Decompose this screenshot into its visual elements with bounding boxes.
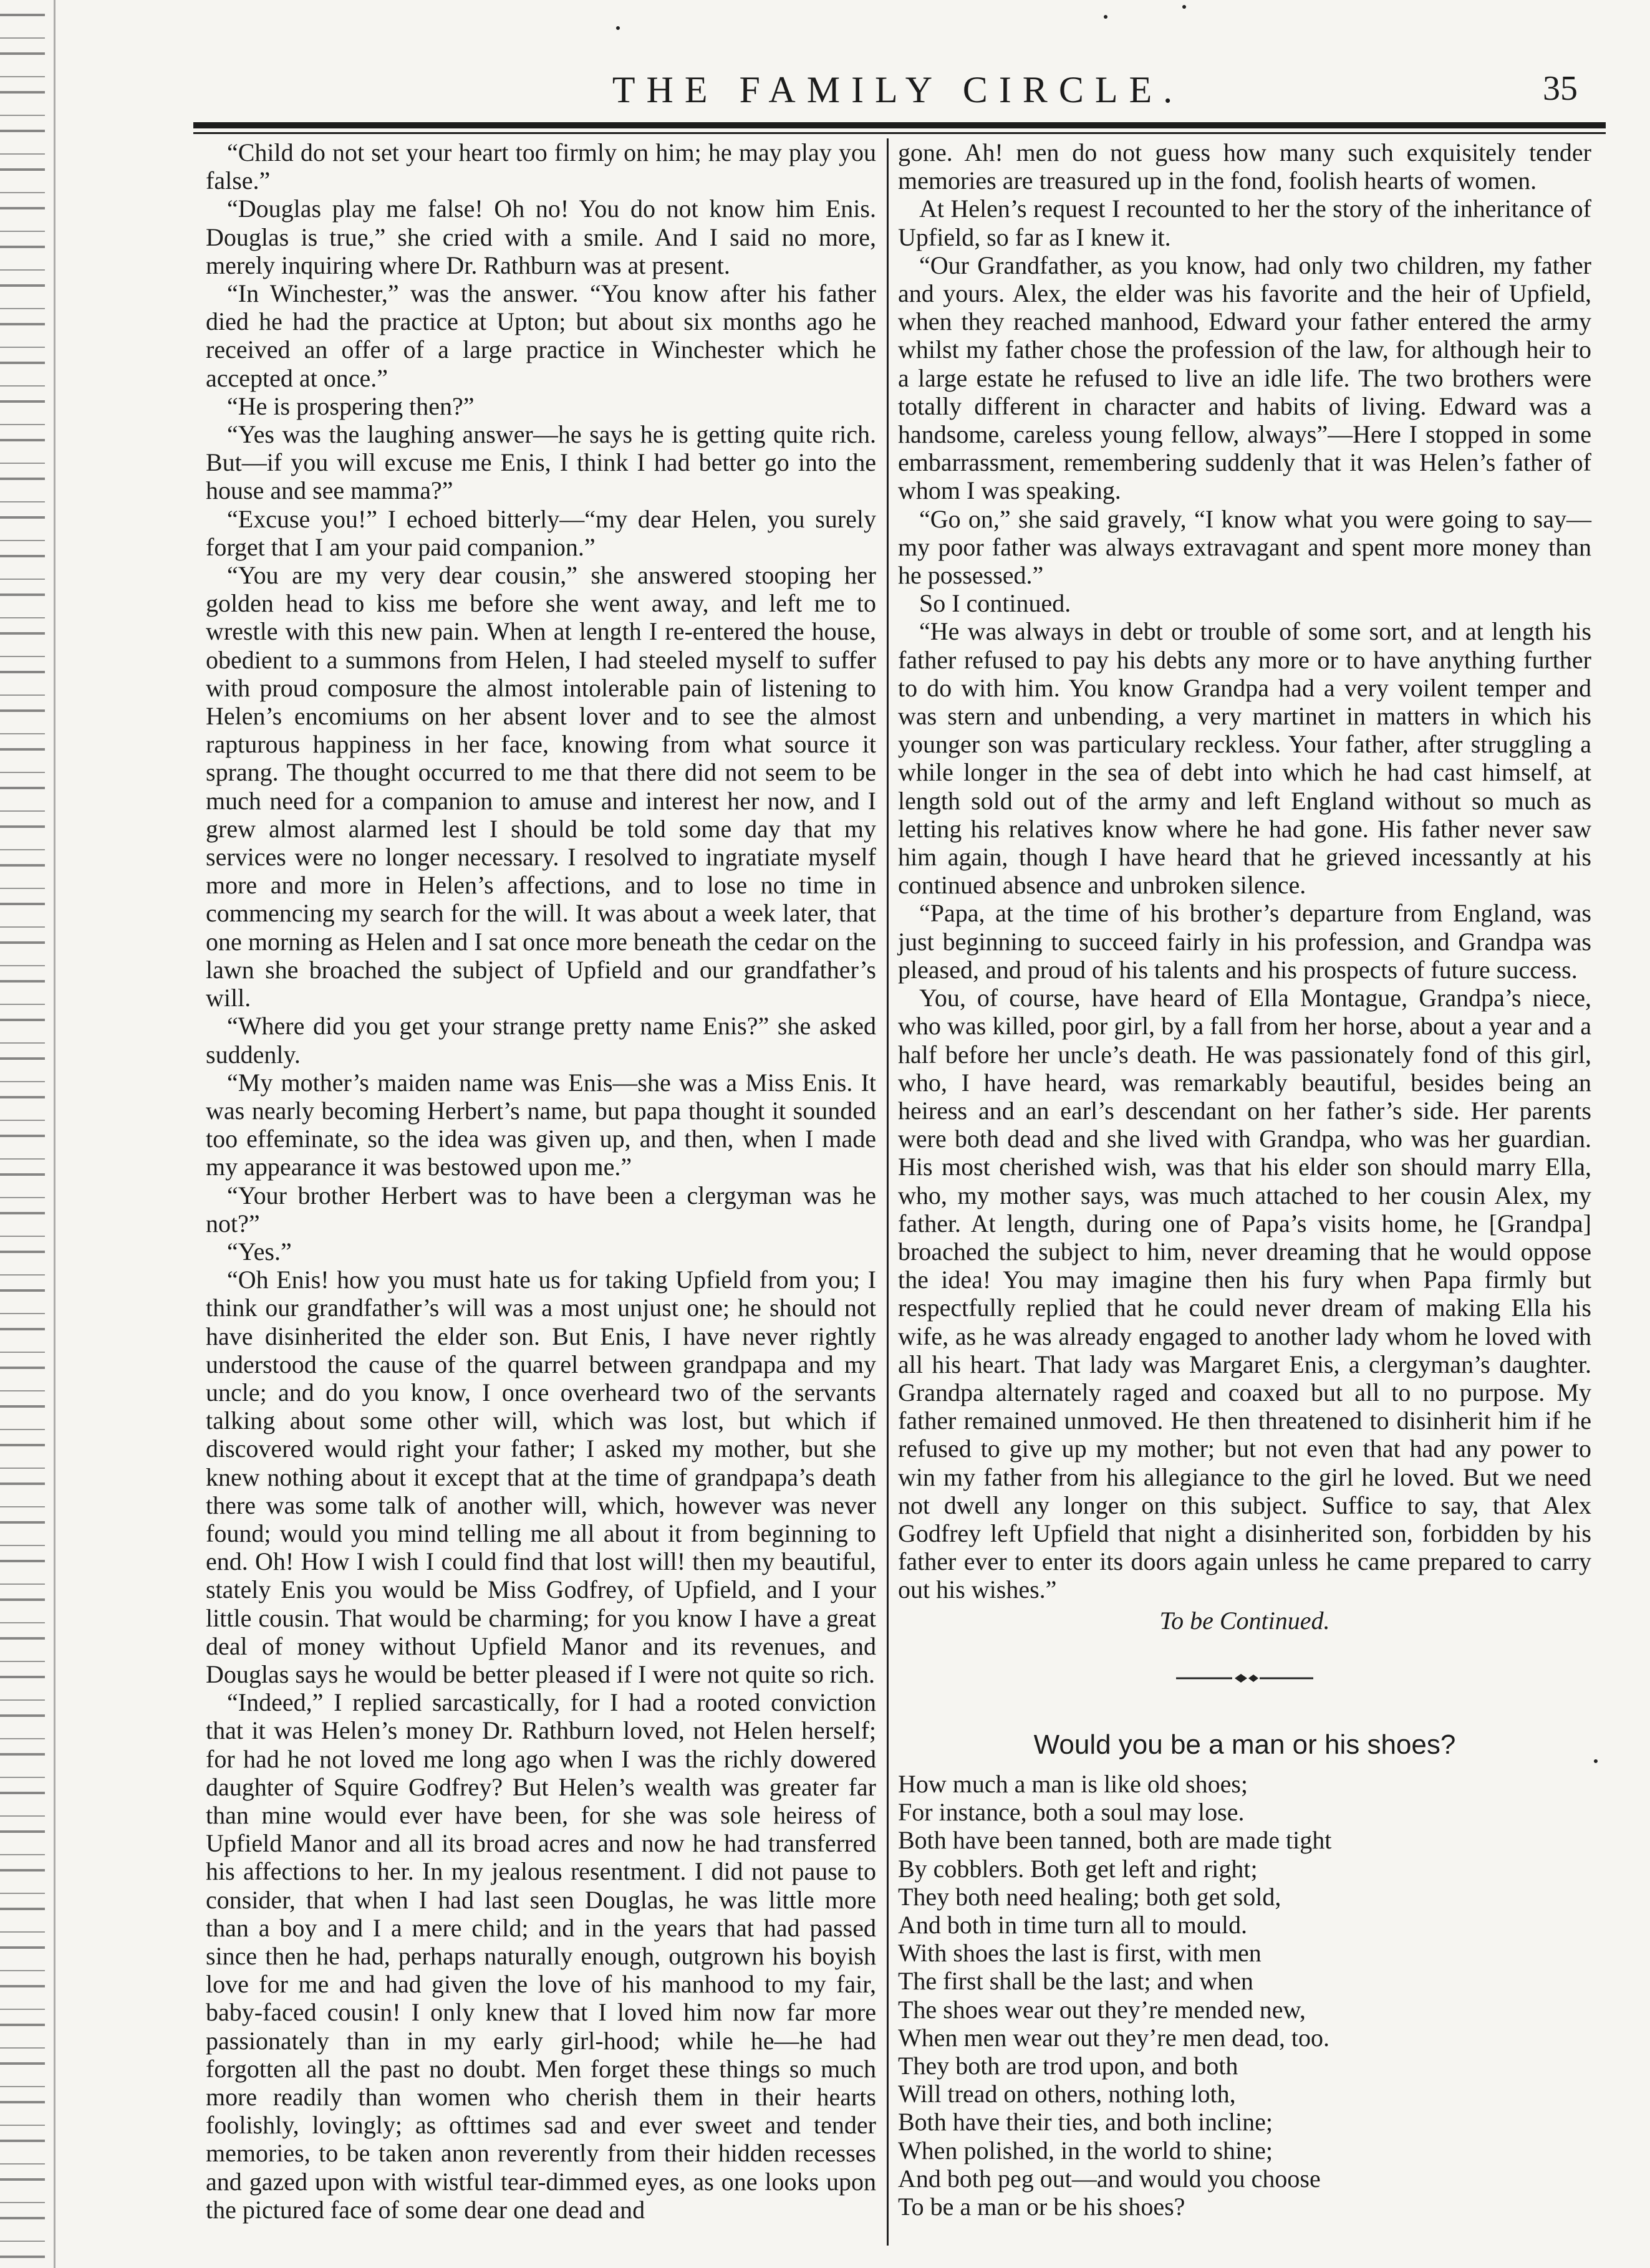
binding-line [54,0,55,2268]
right-column [898,138,1591,2221]
poem-line: By cobblers. Both get left and right; [898,1854,1258,1883]
binding-edge [0,0,45,2268]
poem-line: The first shall be the last; and when [898,1967,1253,1996]
paragraph: “Child do not set your heart too firmly on him; he may play you false.” [206,138,876,195]
poem-line: With shoes the last is first, with men [898,1939,1262,1968]
divider-ornament-icon [1170,1671,1320,1686]
poem-line: Both have been tanned, both are made tight [898,1826,1332,1855]
paragraph: gone. Ah! men do not guess how many such exquisitely tender memories are treasured up in the fond, foolish hearts of women. [898,138,1591,195]
paragraph: “Indeed,” I replied sarcastically, for I had a rooted conviction that it was Helen’s money Dr. Rathburn loved, not Helen herself; for had he not loved me long ago when I was the richly dowered daughter of Squire Godfrey? But Helen’s wealth was greater far than mine would ever have been, for she was sole heiress of Upfield Manor and all its broad acres and now he had transferred his affections to her. In my jealous resentment. I did not pause to consider, that when I had last seen Douglas, he was little more than a boy and I a mere child; and in the years that had passed since then he had, perhaps naturally enough, outgrown his boyish love for me and had given the love of his manhood to my fair, baby-faced cousin! I only knew that I loved him now far more passionately than in my early girl-hood; while he—he had forgotten all the past no doubt. Men forget these things so much more readily than women who cherish them in their hearts foolishly, lovingly; as ofttimes sad and ever sweet and tender memories, to be taken anon reverently from their hidden recesses and gazed upon with wistful tear-dimmed eyes, as one looks upon the pictured face of some dear one dead and [206,1688,876,2224]
poem-title: Would you be a man or his shoes? [1033,1729,1456,1760]
paragraph: “He was always in debt or trouble of some sort, and at length his father refused to pay his debts any more or to have anything further to do with him. You know Grandpa had a very voilent temper and was stern and unbending, a very martinet in matters in which his younger son was particulary reckless. Your father, after struggling a while longer in the sea of debt into which he had cast himself, at length sold out of the army and left England without so much as letting his relatives know where he had gone. His father never saw him again, though I have heard that he grieved incessantly at his continued absence and unbroken silence. [898,617,1591,900]
publication-title: THE FAMILY CIRCLE. [612,69,1184,110]
poem-line: To be a man or be his shoes? [898,2193,1185,2221]
column-divider [887,138,889,2246]
paragraph: “Yes was the laughing answer—he says he is getting quite rich. But—if you will excuse me Enis, I think I had better go into the house and see mamma?” [206,420,876,505]
header-rule-thin [193,132,1606,134]
paragraph: You, of course, have heard of Ella Montague, Grandpa’s niece, who was killed, poor girl, by a fall from her horse, about a year and a half before her uncle’s death. He was passionately fond of this girl, who, I have heard, was remarkably beautiful, besides being an heiress and an earl’s descendant on her father’s side. Her parents were both dead and she lived with Grandpa, who was her guardian. His most cherished wish, was that his elder son should marry Ella, who, my mother says, was much attached to her cousin Alex, my father. At length, during one of Papa’s visits home, he [Grandpa] broached the subject to him, never dreaming that he would oppose the idea! You may imagine then his fury when Papa firmly but respectfully replied that he could never dream of making Ella his wife, as he was already engaged to another lady whom he loved with all his heart. That lady was Margaret Enis, a clergyman’s daughter. Grandpa alternately raged and coaxed but all to no purpose. My father remained unmoved. He then threatened to disinherit him if he refused to give up my mother; but not even that had any power to win my father from his allegiance to the girl he loved. But we need not dwell any longer on this subject. Suffice to say, that Alex Godfrey left Upfield that night a disinherited son, forbidden by his father ever to enter its doors again unless he came prepared to carry out his wishes.” [898,984,1591,1604]
poem-line: Both have their ties, and both incline; [898,2108,1273,2136]
paragraph: “Excuse you!” I echoed bitterly—“my dear Helen, you surely forget that I am your paid companion.” [206,504,876,561]
page-number: 35 [1543,69,1578,108]
poem-line: Will tread on others, nothing loth, [898,2080,1236,2108]
paragraph: “Our Grandfather, as you know, had only two children, my father and yours. Alex, the elder was his favorite and the heir of Upfield, when they reached manhood, Edward your father entered the army whilst my father chose the profession of the law, for although heir to a large estate he refused to live an idle life. The two brothers were totally different in character and habits of living. Edward was a handsome, careless young fellow, always”—Here I stopped in some embarrassment, remembering suddenly that it was Helen’s father of whom I was speaking. [898,251,1591,505]
poem-line: They both are trod upon, and both [898,2052,1238,2080]
paragraph: “You are my very dear cousin,” she answered stooping her golden head to kiss me before she went away, and left me to wrestle with this new pain. When at length I re-entered the house, obedient to a summons from Helen, I had steeled myself to suffer with proud composure the almost intolerable pain of listening to Helen’s encomiums on her absent lover and to see the almost rapturous happiness in her face, knowing from what source it sprang. The thought occurred to me that there did not seem to be much need for a companion to amuse and interest her now, and I grew almost alarmed lest I should be told some day that my services were no longer necessary. I resolved to ingratiate myself more and more in Helen’s affections, and to lose no time in commencing my search for the will. It was about a week later, that one morning as Helen and I sat once more beneath the cedar on the lawn she broached the subject of Upfield and our grandfather’s will. [206,561,876,1012]
paragraph: “Where did you get your strange pretty name Enis?” she asked suddenly. [206,1012,876,1069]
poem-line: For instance, both a soul may lose. [898,1798,1245,1827]
poem-line: They both need healing; both get sold, [898,1882,1281,1911]
paragraph: “Go on,” she said gravely, “I know what you were going to say—my poor father was always extravagant and spent more money than he possessed.” [898,504,1591,590]
paragraph: At Helen’s request I recounted to her the story of the inheritance of Upfield, so far as I knew it. [898,195,1591,251]
paragraph: “My mother’s maiden name was Enis—she was a Miss Enis. It was nearly becoming Herbert’s name, but papa thought it sounded too effeminate, so the idea was given up, and then, when I made my appearance it was bestowed upon me.” [206,1068,876,1181]
poem-line: How much a man is like old shoes; [898,1769,1248,1798]
paragraph: “He is prospering then?” [227,392,475,420]
poem-line: The shoes wear out they’re mended new, [898,1995,1306,2024]
to-be-continued: To be Continued. [1159,1606,1330,1635]
poem-line: And both peg out—and would you choose [898,2164,1321,2193]
poem [898,1770,1591,2221]
page-header [193,69,1603,118]
poem-line: When polished, in the world to shine; [898,2136,1273,2165]
poem-line: And both in time turn all to mould. [898,1910,1247,1939]
header-rule-thick [193,122,1606,128]
print-speck [1594,1759,1598,1763]
poem-line: When men wear out they’re men dead, too. [898,2023,1329,2052]
paragraph: “Yes.” [227,1237,292,1266]
section-ornament [898,1671,1591,1686]
print-speck [1182,5,1186,9]
paragraph: “Papa, at the time of his brother’s departure from England, was just beginning to succeed fairly in his profession, and Grandpa was pleased, and proud of his talents and his prospects of future success. [898,899,1591,984]
left-column [206,138,876,2224]
print-speck [616,26,620,30]
paragraph: “Your brother Herbert was to have been a clergyman was he not?” [206,1181,876,1237]
print-speck [1104,15,1107,19]
paragraph: “In Winchester,” was the answer. “You know after his father died he had the practice at Upton; but about six months ago he received an offer of a large practice in Winchester which he accepted at once.” [206,279,876,392]
paragraph: “Douglas play me false! Oh no! You do not know him Enis. Douglas is true,” she cried with a smile. And I said no more, merely inquiring where Dr. Rathburn was at present. [206,195,876,279]
paragraph: So I continued. [919,589,1071,618]
paragraph: “Oh Enis! how you must hate us for taking Upfield from you; I think our grandfather’s will was a most unjust one; he should not have disinherited the elder son. But Enis, I have never rightly understood the cause of the quarrel between grandpapa and my uncle; and do you know, I once overheard two of the servants talking about some other will, which was lost, but which if discovered would right your father; I asked my mother, but she knew nothing about it except that at the time of grandpapa’s death there was some talk of another will, which, however was never found; would you mind telling me all about it from beginning to end. Oh! How I wish I could find that lost will! then my beautiful, stately Enis you would be Miss Godfrey, of Upfield, and I your little cousin. That would be charming; for you know I have a great deal of money without Upfield Manor and its revenues, and Douglas says he would be better pleased if I were not quite so rich. [206,1266,876,1688]
